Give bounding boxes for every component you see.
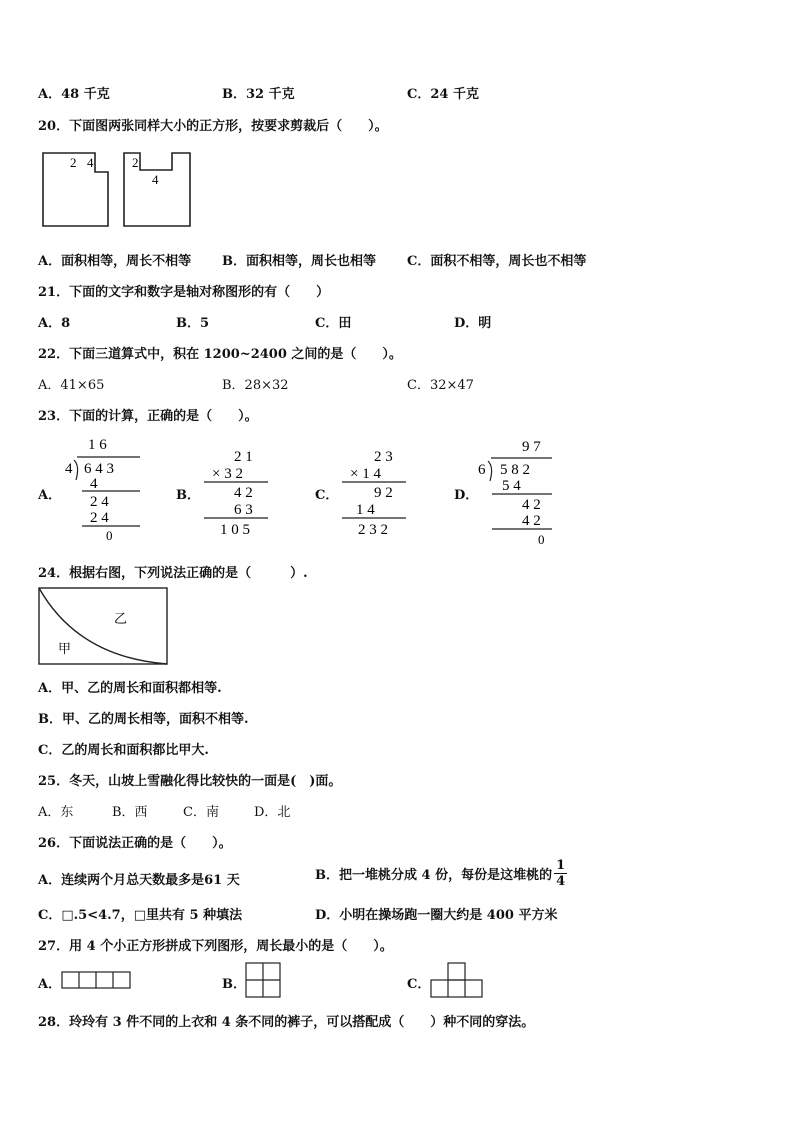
q25-option-c: C．南	[183, 805, 219, 820]
q23-b-result: 1 0 5	[220, 522, 250, 538]
q23-a-quotient: 1 6	[88, 437, 107, 453]
q23-calc-c	[338, 446, 410, 538]
q23-b-mult: × 3 2	[212, 466, 243, 482]
q26-option-b-fraction	[554, 859, 567, 888]
q25-option-a: A．东	[38, 805, 74, 820]
q27-label-b: B．	[222, 977, 246, 992]
q21-option-d: D．明	[454, 316, 492, 331]
q23-label-d: D．	[454, 488, 479, 503]
q24-option-c: C．乙的周长和面积都比甲大.	[38, 743, 209, 758]
q25-stem: 25．冬天，山坡上雪融化得比较快的一面是( )面。	[38, 774, 342, 789]
q26-fraction-numerator: 1	[556, 858, 566, 873]
q23-d-quotient: 9 7	[522, 439, 541, 455]
q20-left-label-2: 2	[70, 155, 77, 170]
q23-label-b: B．	[176, 488, 200, 503]
q25-option-d: D．北	[254, 805, 291, 820]
q23-label-a: A．	[38, 488, 62, 503]
q23-label-c: C．	[315, 488, 339, 503]
q23-calc-b	[200, 446, 272, 538]
q20-figure-left	[43, 153, 108, 226]
q23-a-step1: 4	[90, 476, 98, 492]
q23-b-top: 2 1	[234, 449, 253, 465]
q23-stem: 23．下面的计算，正确的是（ ）。	[38, 409, 258, 424]
q24-option-a: A．甲、乙的周长和面积都相等.	[38, 681, 222, 696]
q19-option-b: B．32 千克	[222, 87, 295, 102]
q23-d-step1: 5 4	[502, 478, 521, 494]
q24-figure	[38, 587, 170, 667]
q23-d-step3: 4 2	[522, 513, 541, 529]
q28-stem: 28．玲玲有 3 件不同的上衣和 4 条不同的裤子，可以搭配成（ ）种不同的穿法。	[38, 1015, 535, 1030]
q26-option-b	[315, 859, 567, 888]
q26-option-b-text: B．把一堆桃分成 4 份，每份是这堆桃的	[315, 868, 553, 883]
q21-option-b: B．5	[176, 316, 210, 331]
q27-label-c: C．	[407, 977, 431, 992]
q19-option-c: C．24 千克	[407, 87, 479, 102]
q22-stem: 22．下面三道算式中，积在 1200~2400 之间的是（ ）。	[38, 347, 402, 362]
q22-option-a: A．41×65	[38, 378, 105, 393]
q27-stem: 27．用 4 个小正方形拼成下列图形，周长最小的是（ ）。	[38, 939, 393, 954]
q26-fraction-denominator: 4	[556, 874, 566, 889]
q23-c-top: 2 3	[374, 449, 393, 465]
q25-option-b: B．西	[112, 805, 148, 820]
q22-option-b: B．28×32	[222, 378, 289, 393]
q20-stem: 20．下面图两张同样大小的正方形，按要求剪裁后（ ）。	[38, 119, 388, 134]
q21-stem: 21．下面的文字和数字是轴对称图形的有（ ）	[38, 285, 330, 300]
q20-right-label-2: 2	[132, 155, 139, 170]
q23-c-partial2: 1 4	[356, 502, 375, 518]
q20-figures	[40, 150, 200, 230]
q24-stem: 24．根据右图，下列说法正确的是（ ）.	[38, 566, 308, 581]
q26-option-d: D．小明在操场跑一圈大约是 400 平方米	[315, 908, 558, 923]
q23-c-partial1: 9 2	[374, 485, 393, 501]
q20-option-b: B．面积相等，周长也相等	[222, 254, 376, 269]
q26-stem: 26．下面说法正确的是（ ）。	[38, 836, 232, 851]
q27-shape-a	[61, 970, 133, 990]
q24-label-jia: 甲	[58, 641, 72, 656]
q20-option-a: A．面积相等，周长不相等	[38, 254, 192, 269]
q23-a-step3: 2 4	[90, 510, 109, 526]
q23-calc-a	[60, 436, 150, 544]
q20-option-c: C．面积不相等，周长也不相等	[407, 254, 587, 269]
q23-d-dividend: 5 8 2	[500, 462, 530, 478]
q23-a-remainder: 0	[106, 528, 113, 543]
q23-d-remainder: 0	[538, 532, 545, 547]
q24-label-yi: 乙	[114, 611, 128, 626]
q23-a-divisor: 4	[65, 461, 73, 477]
q23-b-partial1: 4 2	[234, 485, 253, 501]
q26-option-a: A．连续两个月总天数最多是61 天	[38, 873, 240, 888]
q20-left-label-4: 4	[87, 155, 94, 170]
q27-label-a: A．	[38, 977, 62, 992]
q23-c-mult: × 1 4	[350, 466, 381, 482]
q23-b-partial2: 6 3	[234, 502, 253, 518]
q22-option-c: C．32×47	[407, 378, 474, 393]
q21-option-a: A．8	[38, 316, 71, 331]
q20-figure-right	[124, 153, 190, 226]
q23-a-step2: 2 4	[90, 494, 109, 510]
q23-d-divisor: 6	[478, 462, 486, 478]
q26-option-c: C．□.5<4.7，□里共有 5 种填法	[38, 908, 243, 923]
q23-calc-d	[476, 436, 560, 548]
q27-shape-b	[245, 962, 283, 1000]
q20-right-label-4: 4	[152, 172, 159, 187]
q23-c-result: 2 3 2	[358, 522, 388, 538]
q23-a-dividend: 6 4 3	[84, 461, 114, 477]
q23-d-step2: 4 2	[522, 497, 541, 513]
q21-option-c: C．田	[315, 316, 352, 331]
q19-option-a: A．48 千克	[38, 87, 110, 102]
q24-option-b: B．甲、乙的周长相等，面积不相等.	[38, 712, 249, 727]
q27-shape-c	[430, 962, 486, 1000]
